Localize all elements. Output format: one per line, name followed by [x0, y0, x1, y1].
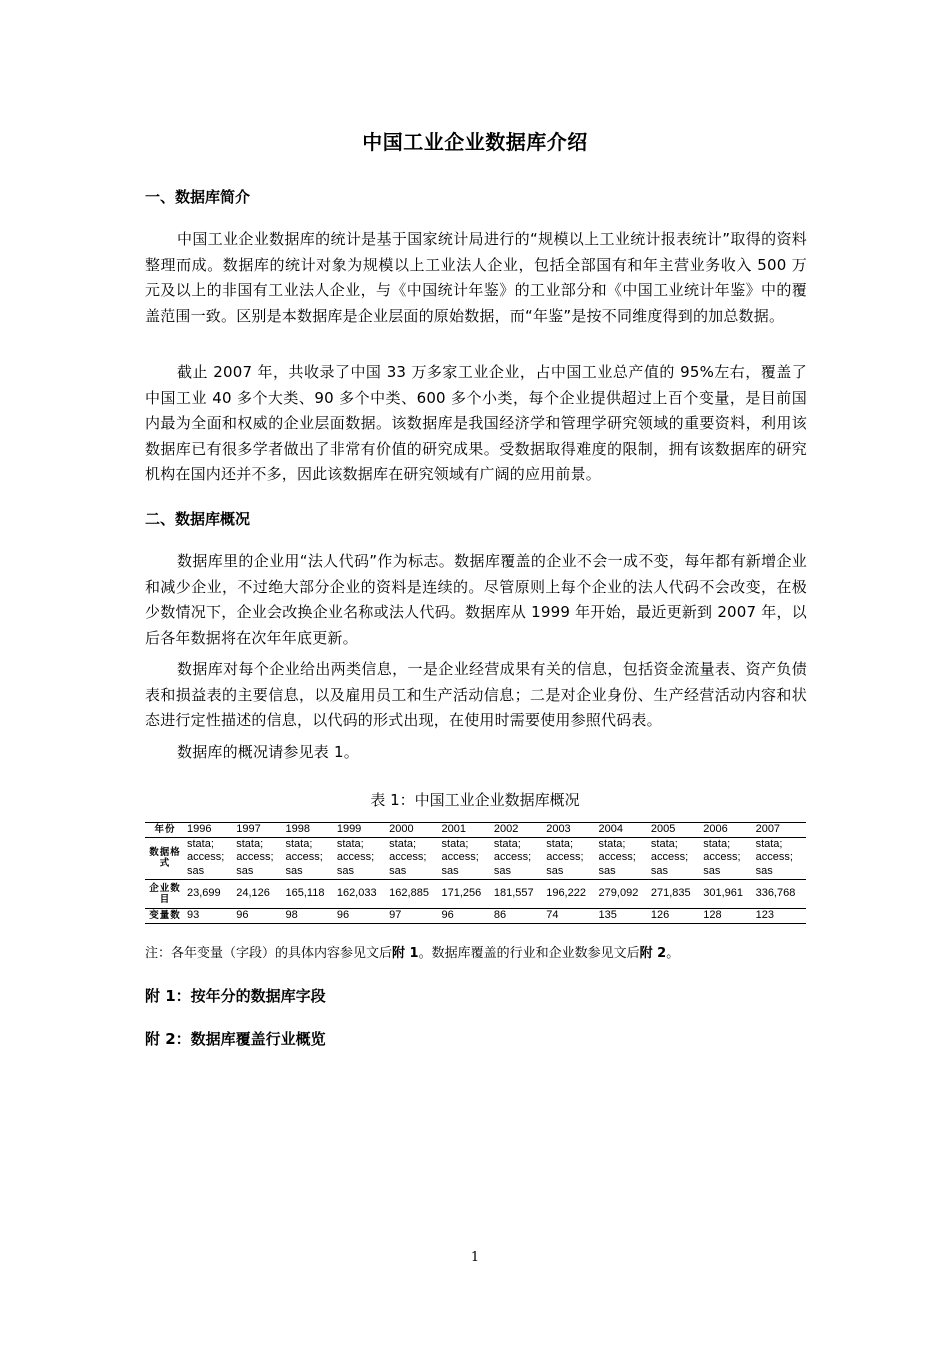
year-cell: 1999 — [335, 823, 387, 838]
year-cell: 2005 — [649, 823, 701, 838]
count-cell: 23,699 — [185, 879, 234, 908]
format-line: sas — [236, 864, 254, 877]
format-line: access; — [285, 851, 323, 864]
year-cell: 2003 — [544, 823, 596, 838]
count-cell: 301,961 — [701, 879, 753, 908]
format-line: access; — [236, 851, 274, 864]
format-line: access; — [546, 851, 584, 864]
format-line: stata; — [755, 837, 783, 850]
section1-paragraph-1: 中国工业企业数据库的统计是基于国家统计局进行的“规模以上工业统计报表统计”取得的资料整理而成。数据库的统计对象为规模以上工业法人企业，包括全部国有和年主营业务收入 500 万元及以上的非国有工业法人企业，与《中国统计年鉴》的工业部分和《中国工业统计年鉴》中的覆盖范围一致。区别是本数据库是企业层面的原始数据，而“年鉴”是按不同维度得到的加总数据。 — [145, 230, 807, 325]
format-line: sas — [285, 864, 303, 877]
section2-paragraph-3: 数据库的概况请参见表 1。 — [177, 743, 359, 761]
format-line: sas — [187, 864, 205, 877]
table-note — [145, 942, 679, 961]
variables-cell: 96 — [440, 908, 492, 923]
format-line: sas — [546, 864, 564, 877]
year-cell: 1997 — [234, 823, 283, 838]
variables-cell: 135 — [597, 908, 649, 923]
format-cell — [649, 837, 701, 879]
note-ref-appendix2[interactable]: 附 2 — [639, 946, 667, 961]
format-line: stata; — [187, 837, 214, 850]
variables-cell: 86 — [492, 908, 544, 923]
variables-cell: 98 — [284, 908, 335, 923]
format-line: stata; — [441, 837, 469, 850]
database-summary-table — [145, 822, 806, 924]
variables-cell: 126 — [649, 908, 701, 923]
year-cell: 2000 — [387, 823, 439, 838]
year-cell: 2007 — [754, 823, 806, 838]
variables-cell: 123 — [754, 908, 806, 923]
format-line: access; — [598, 851, 636, 864]
format-line: access; — [755, 851, 793, 864]
count-cell: 271,835 — [649, 879, 701, 908]
format-cell — [754, 837, 806, 879]
count-cell: 196,222 — [544, 879, 596, 908]
format-line: access; — [650, 851, 689, 864]
count-cell: 165,118 — [284, 879, 335, 908]
note-ref-appendix1[interactable]: 附 1 — [392, 946, 419, 961]
note-suffix: 。 — [666, 946, 680, 961]
table-caption: 表 1：中国工业企业数据库概况 — [370, 791, 580, 809]
count-cell: 162,033 — [335, 879, 387, 908]
variables-cell: 93 — [185, 908, 234, 923]
format-line: stata; — [703, 837, 731, 850]
count-cell: 181,557 — [492, 879, 544, 908]
format-line: access; — [336, 851, 375, 864]
format-line: sas — [650, 864, 669, 877]
format-line: access; — [493, 851, 532, 864]
format-line: access; — [703, 851, 741, 864]
format-cell — [335, 837, 387, 879]
section1-paragraph-2: 截止 2007 年，共收录了中国 33 万多家工业企业，占中国工业总产值的 95%左右，覆盖了中国工业 40 多个大类、90 多个中类、600 多个小类，每个企业提供超过上百个变量，是目前国内最为全面和权威的企业层面数据。该数据库是我国经济学和管理学研究领域的重要资料，利用该数据库已有很多学者做出了非常有价值的研究成果。受数据取得难度的限制，拥有该数据库的研究机构在国内还并不多，因此该数据库在研究领域有广阔的应用前景。 — [145, 363, 807, 483]
format-line: stata; — [389, 837, 417, 850]
year-cell: 2001 — [440, 823, 492, 838]
format-cell — [597, 837, 649, 879]
table-row-variables — [145, 908, 806, 923]
year-cell: 2004 — [597, 823, 649, 838]
format-line: access; — [187, 851, 225, 864]
format-line: sas — [336, 864, 354, 877]
format-line: sas — [389, 864, 407, 877]
table-row-year — [145, 823, 806, 838]
format-cell — [185, 837, 234, 879]
format-line: stata; — [598, 837, 626, 850]
count-cell: 336,768 — [754, 879, 806, 908]
format-line: stata; — [650, 837, 678, 850]
section2-paragraph-1: 数据库里的企业用“法人代码”作为标志。数据库覆盖的企业不会一成不变，每年都有新增企业和减少企业，不过绝大部分企业的资料是连续的。尽管原则上每个企业的法人代码不会改变，在极少数情况下，企业会改换企业名称或法人代码。数据库从 1999 年开始，最近更新到 2007 年，以后各年数据将在次年年底更新。 — [145, 552, 807, 647]
section2-heading: 二、数据库概况 — [145, 510, 251, 528]
format-line: access; — [389, 851, 427, 864]
format-line: sas — [755, 864, 773, 877]
format-line: sas — [703, 864, 721, 877]
format-line: stata; — [336, 837, 364, 850]
format-line: sas — [493, 864, 511, 877]
table-row-format — [145, 837, 806, 879]
format-cell — [284, 837, 335, 879]
format-cell — [544, 837, 596, 879]
section2-paragraph-2: 数据库对每个企业给出两类信息，一是企业经营成果有关的信息，包括资金流量表、资产负债表和损益表的主要信息，以及雇用员工和生产活动信息；二是对企业身份、生产经营活动内容和状态进行定性描述的信息，以代码的形式出现，在使用时需要使用参照代码表。 — [145, 660, 807, 729]
variables-cell: 96 — [234, 908, 283, 923]
count-cell: 171,256 — [440, 879, 492, 908]
row-header-variables: 变量数 — [145, 908, 185, 923]
note-middle: 。数据库覆盖的行业和企业数参见文后 — [418, 946, 640, 961]
page-number: 1 — [470, 1250, 480, 1265]
format-cell — [234, 837, 283, 879]
appendix2-heading: 附 2：数据库覆盖行业概览 — [145, 1030, 326, 1048]
row-header-format: 数据格式 — [145, 837, 185, 879]
format-line: sas — [598, 864, 616, 877]
document-title: 中国工业企业数据库介绍 — [362, 130, 588, 154]
year-cell: 1996 — [185, 823, 234, 838]
count-cell: 162,885 — [387, 879, 439, 908]
row-header-count: 企业数目 — [145, 879, 185, 908]
appendix1-heading: 附 1：按年分的数据库字段 — [145, 987, 326, 1005]
format-cell — [492, 837, 544, 879]
format-cell — [701, 837, 753, 879]
variables-cell: 97 — [387, 908, 439, 923]
count-cell: 24,126 — [234, 879, 283, 908]
format-line: stata; — [285, 837, 313, 850]
variables-cell: 128 — [701, 908, 753, 923]
variables-cell: 96 — [335, 908, 387, 923]
format-line: stata; — [546, 837, 574, 850]
variables-cell: 74 — [544, 908, 596, 923]
format-cell — [440, 837, 492, 879]
row-header-year: 年份 — [145, 823, 185, 838]
table-row-count — [145, 879, 806, 908]
format-cell — [387, 837, 439, 879]
year-cell: 2006 — [701, 823, 753, 838]
year-cell: 1998 — [284, 823, 335, 838]
format-line: sas — [441, 864, 459, 877]
count-cell: 279,092 — [597, 879, 649, 908]
note-prefix: 注：各年变量（字段）的具体内容参见文后 — [145, 946, 393, 961]
format-line: stata; — [236, 837, 264, 850]
format-line: stata; — [493, 837, 521, 850]
format-line: access; — [441, 851, 479, 864]
year-cell: 2002 — [492, 823, 544, 838]
section1-heading: 一、数据库简介 — [145, 188, 251, 206]
